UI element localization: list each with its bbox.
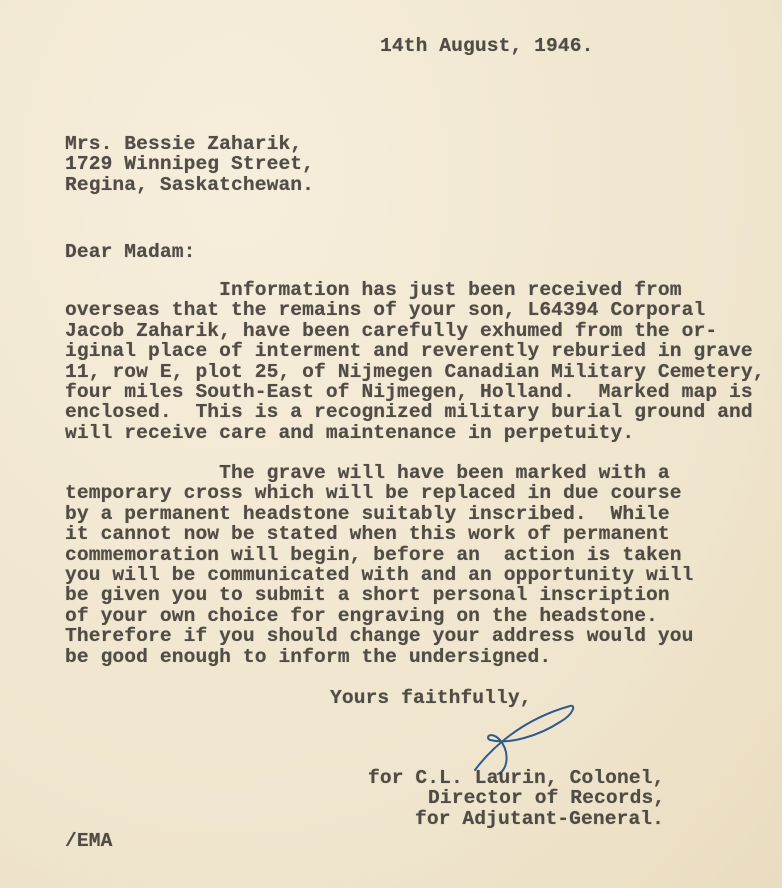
recipient-city: Regina, Saskatchewan. (65, 173, 315, 196)
paragraph-line: be good enough to inform the undersigned. (65, 645, 552, 668)
paragraph-line: The grave will have been marked with a (65, 462, 670, 484)
signatory-office: for Adjutant-General. (415, 807, 665, 830)
recipient-street: 1729 Winnipeg Street, (65, 153, 315, 176)
recipient-address (65, 134, 314, 195)
paragraph-line: it cannot now be stated when this work of permanent (65, 523, 670, 546)
typist-reference: /EMA (65, 830, 113, 852)
paragraph-line: overseas that the remains of your son, L64394 Corporal (65, 299, 706, 322)
paragraph-line: commemoration will begin, before an action is taken (65, 543, 682, 566)
paragraph-line: Jacob Zaharik, have been carefully exhumed from the or- (65, 319, 718, 342)
paragraph-line: Therefore if you should change your address would you (65, 625, 694, 648)
recipient-name: Mrs. Bessie Zaharik, (65, 133, 303, 155)
paragraph-line: of your own choice for engraving on the headstone. (65, 604, 658, 627)
signatory-title: Director of Records, (428, 787, 666, 810)
paragraph-2 (65, 463, 693, 667)
letter-date: 14th August, 1946. (380, 35, 594, 57)
signature-block (368, 768, 665, 829)
paragraph-line: four miles South-East of Nijmegen, Holland. Marked map is (65, 380, 753, 403)
paragraph-line: temporary cross which will be replaced in due course (65, 482, 682, 505)
paragraph-line: 11, row E, plot 25, of Nijmegen Canadian Military Cemetery, (65, 360, 765, 383)
paragraph-line: Information has just been received from (65, 279, 682, 301)
paragraph-line: be given you to submit a short personal inscription (65, 584, 670, 607)
closing: Yours faithfully, (330, 687, 532, 709)
salutation: Dear Madam: (65, 241, 196, 263)
paragraph-line: will receive care and maintenance in perpetuity. (65, 421, 635, 444)
signatory-line: for C.L. Laurin, Colonel, (368, 767, 665, 789)
paragraph-line: you will be communicated with and an opportunity will (65, 563, 694, 586)
paragraph-line: enclosed. This is a recognized military burial ground and (65, 401, 753, 424)
paragraph-line: iginal place of interment and reverently reburied in grave (65, 340, 753, 363)
paragraph-1 (65, 280, 765, 443)
paragraph-line: by a permanent headstone suitably inscribed. While (65, 502, 670, 525)
